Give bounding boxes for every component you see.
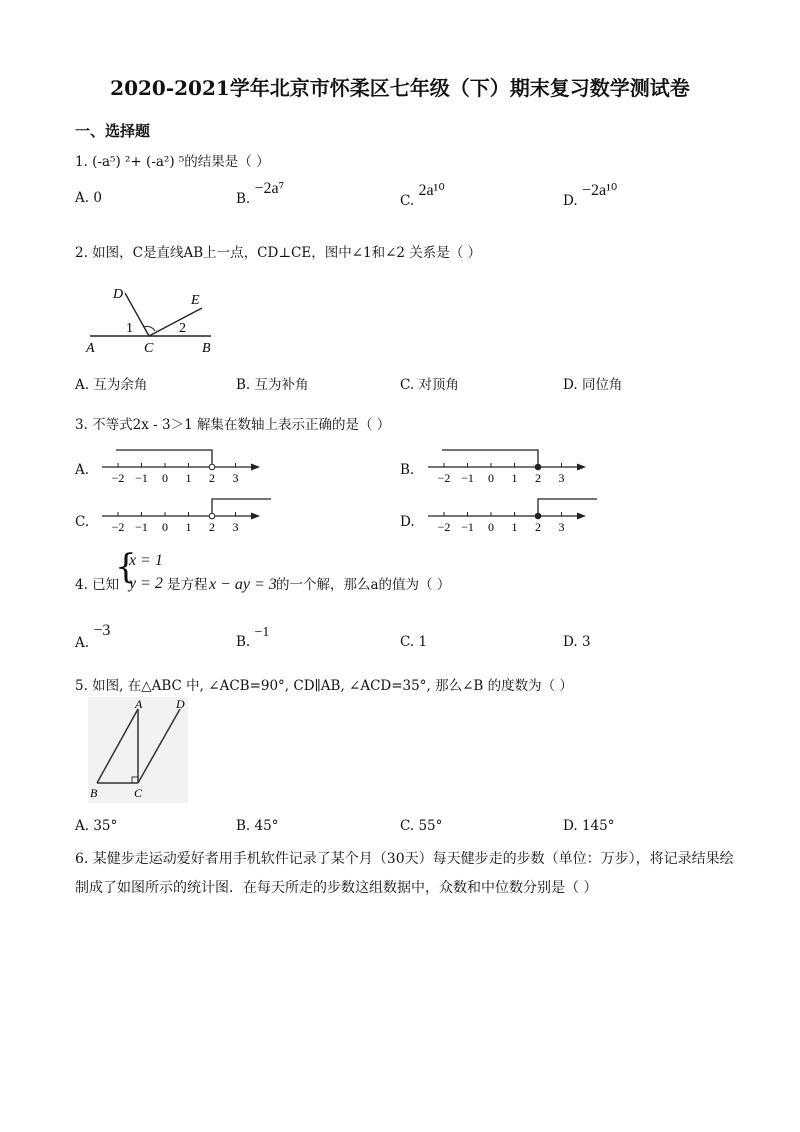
option-letter: B.	[236, 634, 251, 650]
question-4-prefix: 4. 已知	[75, 577, 120, 593]
option-letter: C.	[400, 193, 415, 209]
open-endpoint	[209, 464, 215, 470]
tick-label: −1	[135, 471, 148, 485]
system-equation-1: x = 1	[129, 552, 163, 569]
q5-option-b	[236, 818, 278, 834]
q4-option-c	[400, 634, 427, 650]
label-D: D	[176, 697, 185, 711]
option-letter: D.	[563, 193, 578, 209]
q3-number-line-d	[426, 495, 591, 537]
tick-label: 3	[232, 520, 239, 534]
solution-ray	[442, 450, 538, 464]
label-A: A	[86, 341, 95, 356]
q1-option-b	[236, 180, 285, 207]
label-B: B	[90, 786, 98, 800]
option-value: −3	[93, 622, 111, 639]
option-letter: C.	[400, 377, 415, 393]
option-letter: A.	[75, 377, 90, 393]
system-equation-2: y = 2	[129, 575, 163, 592]
q2-option-c	[400, 373, 459, 393]
question-2-text: 2. 如图，C是直线AB上一点，CD⊥CE，图中∠1和∠2 关系是（ ）	[75, 245, 482, 261]
tick-label: 3	[558, 520, 565, 534]
q2-option-d	[563, 373, 622, 393]
tick-label: −2	[111, 471, 125, 485]
q3-option-b-letter: B.	[400, 462, 415, 478]
option-value: 互为补角	[254, 377, 309, 393]
option-value: −2a¹⁰	[581, 182, 618, 199]
option-letter: D.	[563, 377, 578, 393]
tick-label: 0	[488, 471, 494, 485]
q1-option-c	[400, 180, 445, 209]
q2-angle-figure	[80, 282, 220, 357]
option-value: 对顶角	[418, 377, 459, 393]
tick-label: −1	[461, 520, 474, 534]
label-C: C	[144, 341, 154, 356]
question-4-mid: 是方程	[167, 577, 208, 593]
q3-number-line-c	[100, 495, 265, 537]
q3-number-line-a	[100, 446, 265, 488]
tick-label: −1	[461, 471, 474, 485]
tick-label: 2	[209, 471, 215, 485]
solution-ray	[538, 499, 597, 513]
tick-label: 1	[511, 471, 518, 485]
option-value: 35°	[93, 818, 118, 834]
option-value: −2a⁷	[254, 180, 285, 197]
solution-ray	[116, 450, 212, 464]
open-endpoint	[209, 513, 215, 519]
question-4-equation: x − ay = 3	[209, 576, 277, 593]
tick-label: 2	[535, 471, 541, 485]
option-value: 互为余角	[93, 377, 148, 393]
q2-option-b	[236, 373, 309, 393]
option-value: 3	[581, 634, 591, 650]
tick-label: 1	[185, 520, 192, 534]
q5-option-d	[563, 818, 614, 834]
option-letter: C.	[400, 818, 415, 834]
option-value: −1	[254, 625, 270, 640]
q1-option-a	[75, 190, 102, 206]
closed-endpoint	[535, 464, 541, 470]
q3-number-line-b	[426, 446, 591, 488]
section-heading: 一、选择题	[75, 122, 151, 140]
tick-label: 1	[185, 471, 192, 485]
q3-option-a-letter: A.	[75, 462, 90, 478]
tick-label: 0	[162, 520, 168, 534]
system-brace: {	[115, 547, 137, 587]
q3-option-d-letter: D.	[400, 514, 415, 530]
tick-label: −2	[437, 471, 451, 485]
option-letter: C.	[400, 634, 415, 650]
tick-label: 2	[209, 520, 215, 534]
option-letter: A.	[75, 818, 90, 834]
option-letter: B.	[236, 191, 251, 207]
option-value: 0	[93, 190, 102, 206]
q3-option-c-letter: C.	[75, 514, 90, 530]
label-B: B	[202, 341, 211, 356]
option-letter: A.	[75, 190, 90, 206]
tick-label: 2	[535, 520, 541, 534]
q1-option-d	[563, 180, 618, 209]
tick-label: −2	[437, 520, 451, 534]
closed-endpoint	[535, 513, 541, 519]
label-D: D	[113, 287, 124, 302]
question-1-text: 1. (-a⁵) ²+ (-a²) ⁵的结果是（ ）	[75, 154, 270, 170]
label-E: E	[191, 293, 200, 308]
tick-label: 3	[232, 471, 239, 485]
angle-1-label: 1	[126, 321, 133, 336]
question-3-text: 3. 不等式2x - 3＞1 解集在数轴上表示正确的是（ ）	[75, 417, 391, 433]
angle-2-label: 2	[179, 321, 186, 336]
option-value: 1	[418, 634, 428, 650]
q4-option-b	[236, 624, 270, 650]
solution-ray	[212, 499, 271, 513]
option-letter: D.	[563, 634, 578, 650]
q4-option-d	[563, 634, 591, 650]
q2-option-a	[75, 373, 147, 393]
label-A: A	[135, 697, 143, 711]
question-4-suffix: 的一个解，那么a的值为（ ）	[276, 577, 451, 593]
option-value: 45°	[254, 818, 279, 834]
option-value: 55°	[418, 818, 443, 834]
option-letter: A.	[75, 635, 90, 651]
tick-label: −1	[135, 520, 148, 534]
q5-option-a	[75, 818, 117, 834]
question-5-text: 5. 如图, 在△ABC 中, ∠ACB=90°, CD∥AB, ∠ACD=35°, 那么∠B 的度数为（ ）	[75, 678, 573, 694]
option-value: 同位角	[581, 377, 623, 393]
tick-label: 0	[488, 520, 494, 534]
option-letter: B.	[236, 377, 251, 393]
option-value: 2a¹⁰	[418, 182, 445, 199]
option-value: 145°	[581, 818, 615, 834]
tick-label: 3	[558, 471, 565, 485]
q4-option-a	[75, 622, 111, 651]
tick-label: −2	[111, 520, 125, 534]
tick-label: 1	[511, 520, 518, 534]
q5-triangle-figure	[88, 697, 188, 803]
option-letter: D.	[563, 818, 578, 834]
option-letter: B.	[236, 818, 251, 834]
page-title: 2020-2021学年北京市怀柔区七年级（下）期末复习数学测试卷	[110, 76, 690, 100]
question-6-text: 6. 某健步走运动爱好者用手机软件记录了某个月（30天）每天健步走的步数（单位：万步），将记录结果绘制成了如图所示的统计图．在每天所走的步数这组数据中，众数和中位数分别是（ ）	[75, 851, 734, 896]
label-C: C	[134, 786, 143, 800]
q5-option-c	[400, 818, 442, 834]
tick-label: 0	[162, 471, 168, 485]
